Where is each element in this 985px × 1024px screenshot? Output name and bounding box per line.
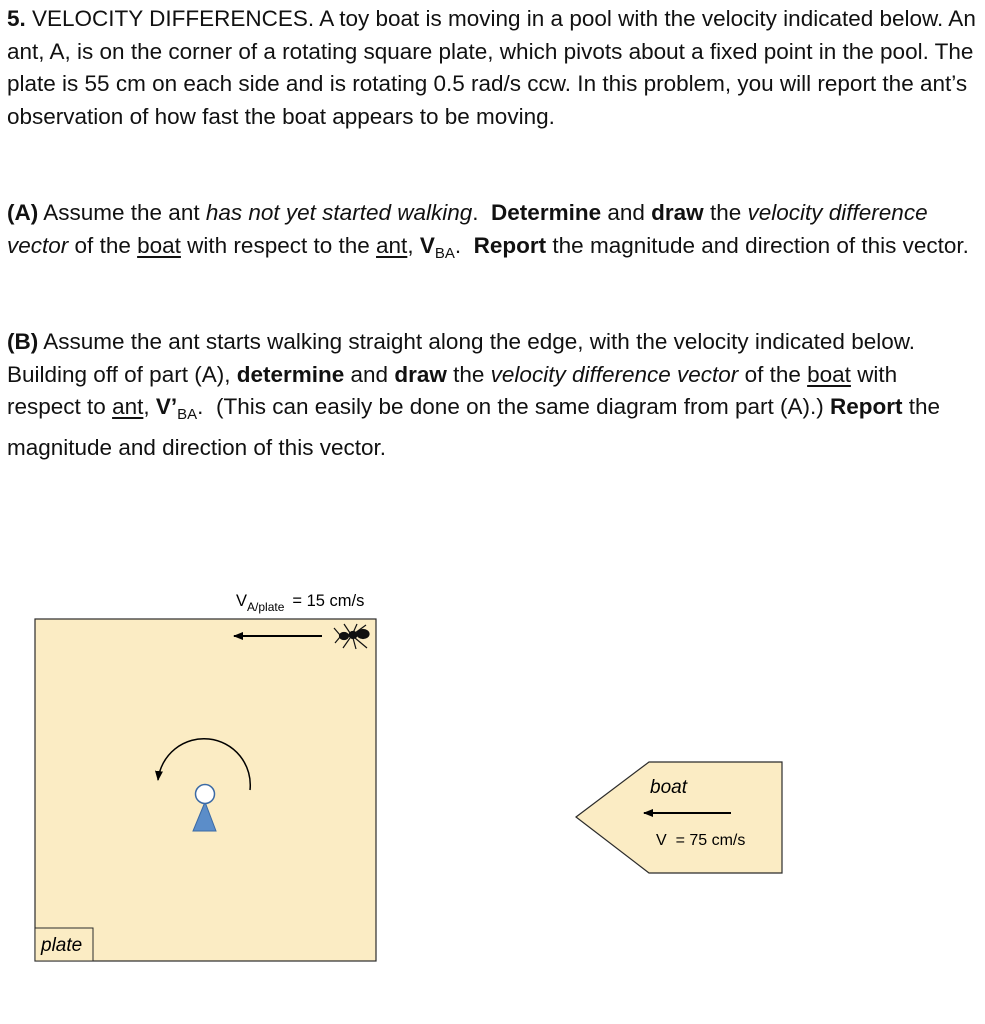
part-a-text: , <box>407 232 414 258</box>
part-a-keyword: draw <box>651 200 704 225</box>
plate-label: plate <box>41 935 83 956</box>
part-b-text: and <box>350 361 389 387</box>
part-a-text: the magnitude and direction of this vector. <box>552 232 969 258</box>
boat-velocity-label: V = 75 cm/s <box>656 832 746 849</box>
part-b-keyword: draw <box>394 361 447 387</box>
part-b-keyword: determine <box>236 361 345 387</box>
part-a-text: ant <box>376 232 408 258</box>
part-a-keyword: Report <box>473 232 547 258</box>
part-a-text: Assume the ant <box>43 200 200 225</box>
part-b-text: ant <box>112 394 144 419</box>
part-b-text: boat <box>807 361 851 387</box>
part-b-keyword: Report <box>829 394 903 419</box>
part-a-text: . <box>472 200 479 225</box>
part-b-text: , <box>143 394 150 419</box>
part-b-text: velocity difference vector <box>490 361 739 387</box>
problem-number: 5. <box>7 6 26 31</box>
part-a-text: . <box>454 232 462 258</box>
part-a-text: the <box>709 200 742 225</box>
part-a-text: boat <box>137 232 181 258</box>
part-a-text: has not yet started walking <box>205 200 473 225</box>
ant-velocity-label <box>236 592 364 614</box>
boat-label: boat <box>650 777 687 798</box>
vba-symbol: V <box>419 232 435 258</box>
part-a-text: velocity difference vector <box>7 200 928 258</box>
part-b-text: with respect to <box>7 361 898 419</box>
vba-prime-symbol: V’ <box>155 394 178 419</box>
part-a-text: with respect to the <box>187 232 370 258</box>
part-b-text: . <box>197 394 204 419</box>
part-a-text: of the <box>74 232 131 258</box>
part-a-label: (A) <box>7 200 39 225</box>
part-a-text: and <box>607 200 645 225</box>
part-b-text: (This can easily be done on the same diagram from part (A).) <box>215 394 824 419</box>
ant-velocity-value: = 15 cm/s <box>292 592 365 610</box>
problem-heading: VELOCITY DIFFERENCES. <box>32 6 315 31</box>
part-b-text: Assume the ant starts walking straight along the edge, with the velocity indicated below. Building off of part (A), <box>7 329 915 387</box>
vba-prime-subscript: BA <box>177 406 198 423</box>
problem-intro-text: A toy boat is moving in a pool with the velocity indicated below. An ant, A, is on the corner of a rotating square plate, which pivots about a fixed point in the pool. The plate is 55 cm on each side and is rotating 0.5 rad/s ccw. In this problem, you will report the ant’s observation of how fast the boat appears to be moving. <box>7 6 976 129</box>
part-b-text: the magnitude and direction of this vector. <box>7 394 941 460</box>
part-b-label: (B) <box>7 329 39 354</box>
part-b-text: the <box>453 361 485 387</box>
part-b-text: of the <box>744 361 801 387</box>
part-a-keyword: Determine <box>491 200 602 225</box>
ant-velocity-symbol: V <box>236 592 248 610</box>
vba-subscript: BA <box>434 244 455 262</box>
ant-velocity-subscript: A/plate <box>247 600 285 614</box>
